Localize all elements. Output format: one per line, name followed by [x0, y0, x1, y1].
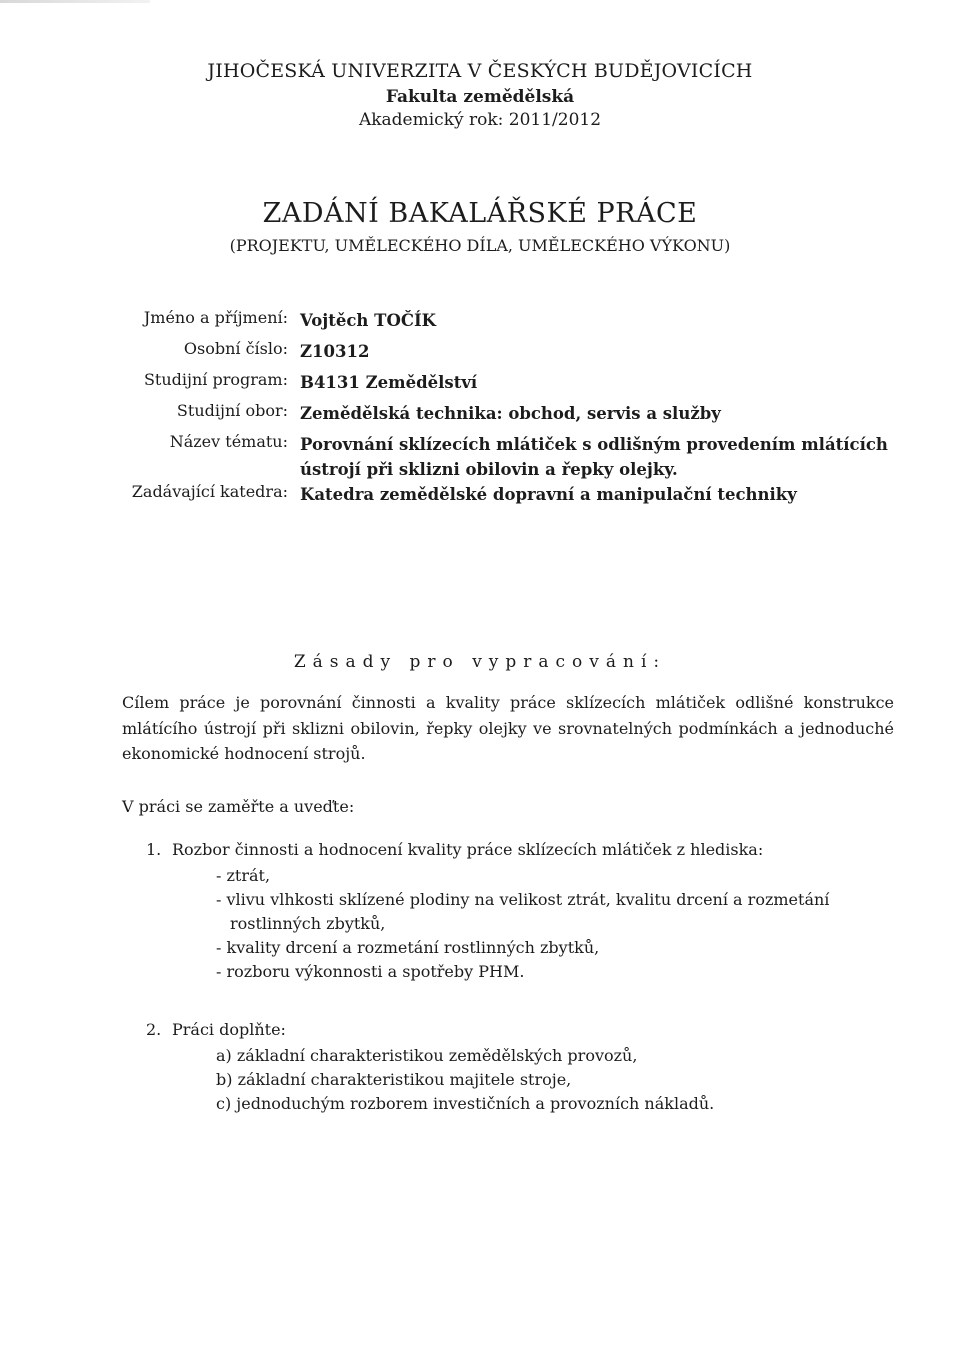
info-label: Studijní program: — [143, 370, 288, 389]
info-label: Zadávající katedra: — [131, 482, 288, 501]
document-title: ZADÁNÍ BAKALÁŘSKÉ PRÁCE — [262, 198, 698, 229]
list-item-1: Rozbor činnosti a hodnocení kvality práce sklízecích mlátiček z hlediska: — [172, 840, 764, 859]
sub-item: rostlinných zbytků, — [230, 914, 386, 933]
info-value: Katedra zemědělské dopravní a manipulační techniky — [300, 485, 797, 504]
guidelines-heading: Zásady pro vypracování: — [293, 652, 667, 672]
focus-heading: V práci se zaměřte a uveďte: — [122, 797, 355, 816]
list-number: 1. — [146, 840, 162, 859]
info-value: Porovnání sklízecích mlátiček s odlišným provedením mlátících ústrojí při sklizni obilovin a řepky olejky. — [300, 435, 888, 479]
info-value: Z10312 — [300, 342, 370, 361]
faculty-name: Fakulta zemědělská — [385, 87, 575, 107]
sub-item: - kvality drcení a rozmetání rostlinných zbytků, — [216, 938, 600, 957]
list-number: 2. — [146, 1020, 162, 1039]
document-subtitle: (PROJEKTU, UMĚLECKÉHO DÍLA, UMĚLECKÉHO VÝKONU) — [229, 236, 731, 255]
info-value: B4131 Zemědělství — [300, 373, 478, 392]
list-item-2: Práci doplňte: — [172, 1020, 286, 1039]
info-label: Jméno a příjmení: — [143, 308, 288, 327]
university-name: JIHOČESKÁ UNIVERZITA V ČESKÝCH BUDĚJOVICÍCH — [207, 60, 753, 82]
sub-item: - vlivu vlhkosti sklízené plodiny na velikost ztrát, kvalitu drcení a rozmetání — [216, 890, 830, 909]
info-value: Vojtěch TOČÍK — [300, 311, 437, 330]
scan-artifact — [0, 0, 150, 3]
intro-paragraph: Cílem práce je porovnání činnosti a kvality práce sklízecích mlátiček odlišné konstrukce mlátícího ústrojí při sklizni obilovin, řepky olejky ve srovnatelných podmínkách a jednoduché ekonomické hodnocení strojů. — [122, 693, 894, 763]
info-label: Název tématu: — [169, 432, 288, 451]
info-value: Zemědělská technika: obchod, servis a služby — [300, 404, 721, 423]
sub-item: a) základní charakteristikou zemědělských provozů, — [216, 1046, 638, 1065]
sub-item: - rozboru výkonnosti a spotřeby PHM. — [216, 962, 525, 981]
info-label: Studijní obor: — [176, 401, 288, 420]
info-label: Osobní číslo: — [183, 339, 288, 358]
sub-item: b) základní charakteristikou majitele stroje, — [216, 1070, 572, 1089]
sub-item: - ztrát, — [216, 866, 271, 885]
sub-item: c) jednoduchým rozborem investičních a provozních nákladů. — [216, 1094, 715, 1113]
academic-year: Akademický rok: 2011/2012 — [358, 110, 602, 130]
